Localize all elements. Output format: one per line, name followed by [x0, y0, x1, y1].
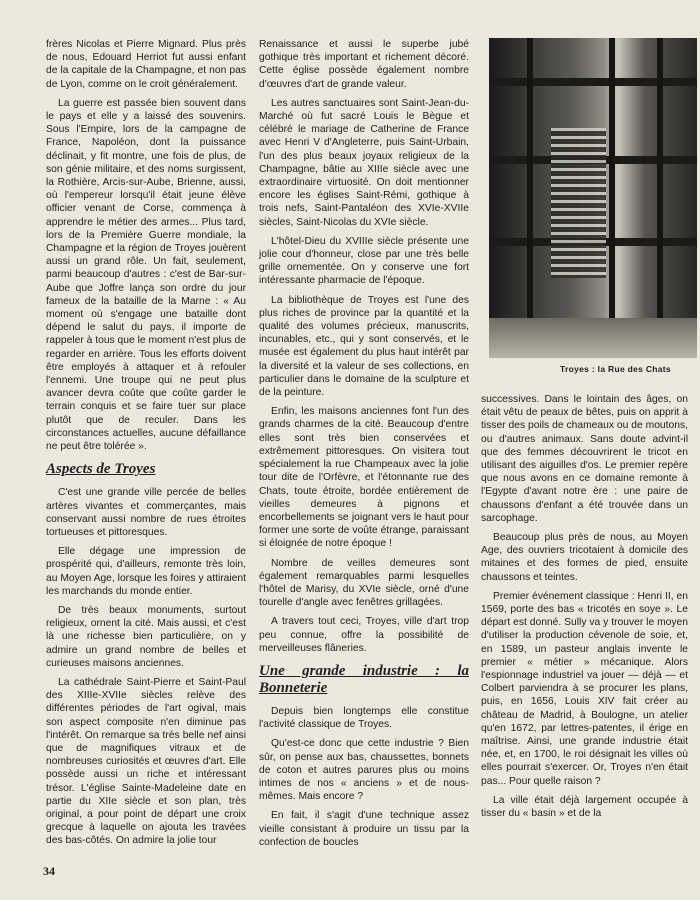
paragraph: Depuis bien longtemps elle constitue l'activité classique de Troyes.: [259, 705, 469, 731]
text-column-middle: [259, 38, 469, 855]
paragraph: C'est une grande ville percée de belles artères vivantes et commerçantes, mais conservant aussi nombre de rues étroites tortueuses et pittoresques.: [46, 487, 246, 538]
paragraph: Elle dégage une impression de prospérité qui, d'ailleurs, remonte très loin, au Moyen Age, lorsque les foires y attiraient les marchands du monde entier.: [46, 546, 246, 597]
paragraph: En fait, il s'agit d'une technique assez vieille consistant à produire un tissu par la confection de boucles: [259, 810, 469, 848]
paragraph: Qu'est-ce donc que cette industrie ? Bien sûr, on pense aux bas, chaussettes, bonnets de coton et autres parures plus ou moins intimes de nos « anciens » et de nous-mêmes. Mais encore ?: [259, 738, 469, 803]
photo-caption: Troyes : la Rue des Chats: [560, 364, 671, 374]
paragraph: successives. Dans le lointain des âges, on était vêtu de peaux de bêtes, puis on apprit à tisser des poils de chameaux ou de moutons, ou d'autres animaux. Sans doute advint-il que des femmes découvrirent le tricot en utilisant des aiguilles d'os. Le premier repère que nous avons en ce domaine remonte à l'Egypte d'avant notre ère : une paire de chaussons d'enfant a été trouvée dans un sarcophage.: [481, 394, 688, 524]
paragraph: Beaucoup plus près de nous, au Moyen Age, des ouvriers tricotaient à domicile des mitaines et des formes de pied, ensuite chaussons et teintes.: [481, 532, 688, 583]
paragraph: Les autres sanctuaires sont Saint-Jean-du-Marché où fut sacré Louis le Bègue et célébré le mariage de Catherine de France avec Henri V d'Angleterre, puis Saint-Urbain, l'un des plus beaux joyaux religieux de la Champagne, bâtie au XIIIe siècle avec une extraordinaire virtuosité. On doit mentionner encore les églises Saint-Rémi, gothique à trois nefs, Saint-Pantaléon des XVIe-XVIIe siècles, Saint-Nicolas du XVIe siècle.: [259, 97, 469, 228]
section-heading: Aspects de Troyes: [46, 461, 156, 478]
paragraph: La bibliothèque de Troyes est l'une des plus riches de province par la quantité et la qualité des volumes précieux, manuscrits, incunables, etc., qui y sont conservés, et le musée est également du plus haut intérêt par la diversité et la valeur de ses collections, en particulier dans le domaine de la sculpture et de la peinture.: [259, 294, 469, 399]
paragraph: Nombre de veilles demeures sont également remarquables parmi lesquelles l'hôtel de Marisy, du XVIe siècle, orné d'une tourelle d'angle avec fenêtres grillagées.: [259, 557, 469, 609]
text-column-right: [481, 393, 688, 826]
section-heading: Une grande industrie : la Bonneterie: [259, 662, 469, 696]
paragraph: De très beaux monuments, surtout religieux, ornent la cité. Mais aussi, et c'est là une richesse bien particulière, on y admire un grand nombre de belles et curieuses maisons anciennes.: [46, 604, 246, 669]
page-number: 34: [43, 864, 55, 878]
paragraph: Renaissance et aussi le superbe jubé gothique très important et richement décoré. Cette église possède également nombre d'œuvres d'art de grande valeur.: [259, 39, 469, 90]
paragraph: Premier événement classique : Henri II, en 1569, porte des bas « tricotés en soye ». Le départ est donné. Sully va y trouver le moyen d'utiliser la production cévenole de soie, et, en 1589, un pasteur anglais invente le premier « métier » mécanique. Alors l'espionnage industriel va jouer — déjà — et Colbert parviendra à se procurer les plans, puis, en 1656, Louis XIV fait créer au château de Madrid, à Boulogne, un atelier qu'en 1672, par lettres-patentes, il érige en maîtrise. Ainsi, une grande industrie était née, et, en 1700, le roi désignait les villes où elles pourrait s'exercer. Or, Troyes n'en était pas... Pour quelle raison ?: [481, 590, 688, 787]
paragraph: La cathédrale Saint-Pierre et Saint-Paul des XIIIe-XVIIe siècles relève des différentes périodes de l'art ogival, mais son aspect composite n'en diminue pas l'intérêt. On remarque sa très belle nef ainsi que de magnifiques vitraux et de nombreuses curiosités et œuvres d'art. Elle possède aussi un riche et intéressant trésor. L'église Sainte-Madeleine date en partie du XIIe siècle et son plan, très original, a pour point de départ une croix grecque à laquelle on ajouta les travées des bas-côtés. On admire la jolie tour: [46, 676, 246, 847]
paragraph: A travers tout ceci, Troyes, ville d'art trop peu connue, offre la possibilité de merveilleuses flâneries.: [259, 616, 469, 654]
text-column-left: [46, 38, 246, 854]
paragraph: L'hôtel-Dieu du XVIIIe siècle présente une jolie cour d'honneur, close par une très belle grille ornementée. On y conserve une fort intéressante pharmacie de l'époque.: [259, 235, 469, 287]
street-photo: [489, 38, 697, 358]
paragraph: Enfin, les maisons anciennes font l'un des grands charmes de la cité. Beaucoup d'entre elles sont très bien conservées et extrêmement pittoresques. On visitera tout spécialement la rue Champeaux avec la jolie tour dite de l'Orfèvre, et l'étonnante rue des Chats, toute étroite, bordée entièrement de vieilles demeures à pignons et encorbellements se joignant vers le haut pour former une sorte de voûte étrange, paraissant si éloignée de notre époque !: [259, 406, 469, 550]
paragraph: La guerre est passée bien souvent dans le pays et elle y a laissé des souvenirs. Sous l'Empire, lors de la campagne de France, Napoléon, dont la puissance déclinait, y fit montre, une fois de plus, de son génie militaire, et des noms surgissent, la Rothière, Arcis-sur-Aube, Brienne, aussi, où l'empereur lorsqu'il était jeune élève officier venant de Corse, commença à apprendre le métier des armes... Plus tard, lors de la Première Guerre mondiale, la Champagne et la région de Troyes jouèrent aussi un grand rôle. Un fait, seulement, parmi beaucoup d'autres : c'est de Bar-sur-Aube que Joffre lança son ordre du jour fameux de la bataille de la Marne : « Au moment où s'engage une bataille dont dépend le salut du pays, il importe de rappeler à tous que le moment n'est plus de regarder en arrière. Tous les efforts doivent être employés à attaquer et à refouler l'ennemi. Une troupe qui ne peut plus avancer devra coûte que coûte garder le terrain conquis et se faire tuer sur place plutôt que de reculer. Dans les circonstances actuelles, aucune défaillance ne peut être tolérée ».: [46, 97, 247, 453]
paragraph: frères Nicolas et Pierre Mignard. Plus près de nous, Edouard Herriot fut aussi enfant de la capitale de la Champagne, et non pas de Lyon, comme on le croit généralement.: [46, 39, 246, 90]
paragraph: La ville était déjà largement occupée à tisser du « basin » et de la: [481, 794, 688, 820]
